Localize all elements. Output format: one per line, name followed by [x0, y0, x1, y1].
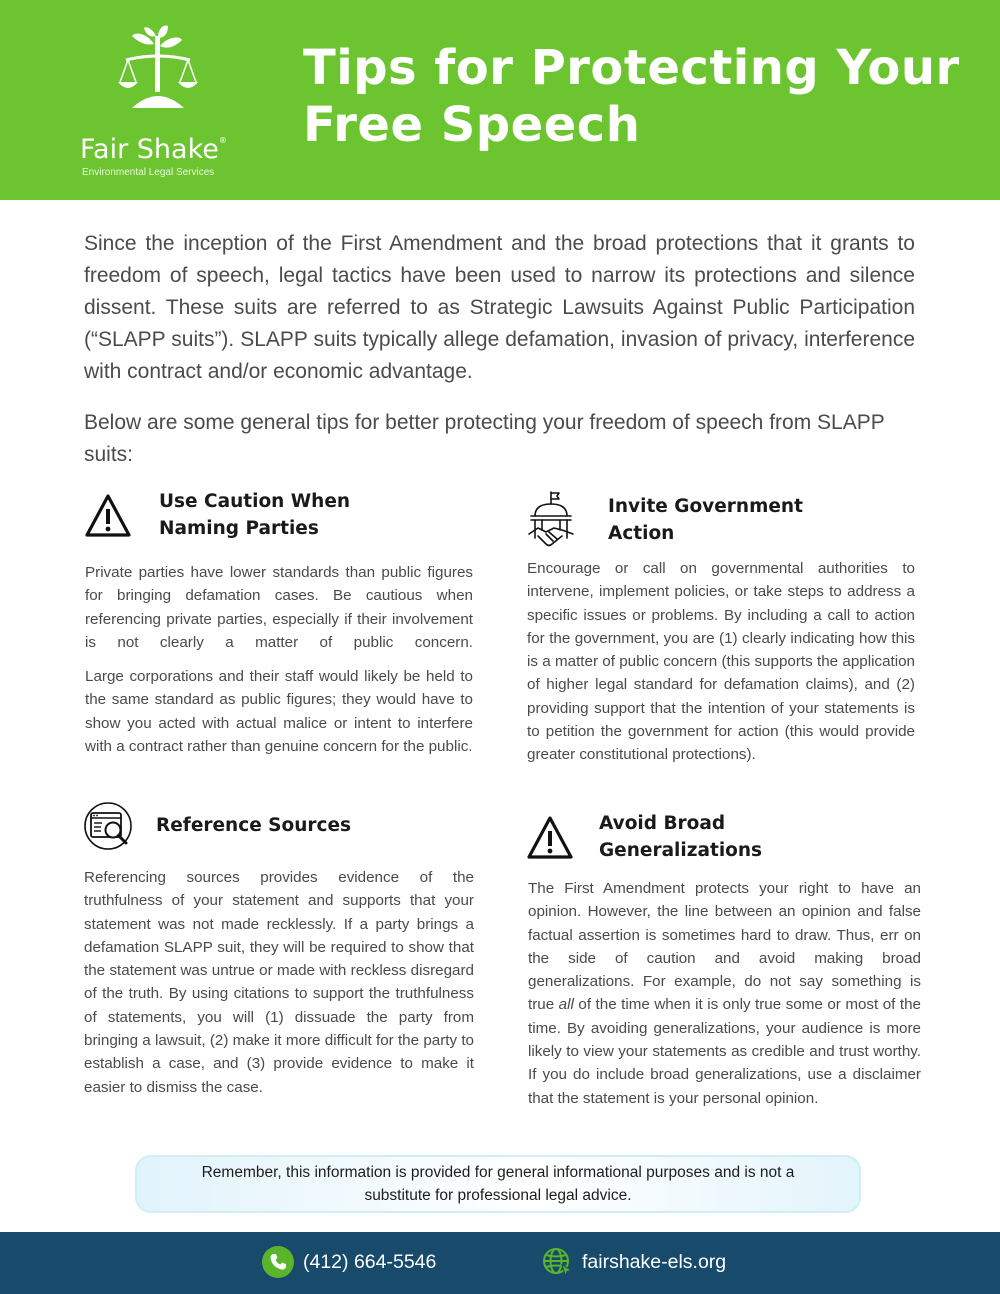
tip-naming-paragraph-1: Private parties have lower standards than public figures for bringing defamation cases. Be cautious when referencing private parties, especially if their involvement is not clearly a matter of public concern. — [85, 564, 473, 651]
title-line-2: Free Speech — [303, 97, 641, 153]
website-link[interactable]: fairshake-els.org — [582, 1250, 727, 1273]
lead-paragraph: Below are some general tips for better protecting your freedom of speech from SLAPP suits: — [84, 411, 885, 466]
scales-sprout-icon — [118, 22, 198, 122]
tip-title-naming-parties: Use Caution When Naming Parties — [159, 491, 351, 539]
globe-icon — [541, 1246, 573, 1278]
footer-phone[interactable] — [262, 1246, 436, 1278]
warning-icon — [526, 815, 574, 860]
government-handshake-icon — [526, 490, 576, 554]
tip-title-government-action: Invite Government Action — [608, 496, 803, 544]
footer-website[interactable] — [541, 1246, 726, 1278]
legal-disclaimer-text: Remember, this information is provided for general informational purposes and is not a substitute for professional legal advice. — [201, 1164, 795, 1204]
header-banner — [0, 0, 1000, 200]
phone-icon — [262, 1246, 294, 1278]
footer-bar — [0, 1232, 1000, 1294]
tip-title-avoid-generalizations: Avoid Broad Generalizations — [599, 813, 763, 861]
tip-sources-paragraph: Referencing sources provides evidence of the truthfulness of your statement and supports that your statement was not made recklessly. If a party brings a defamation SLAPP suit, they will be required to show that the statement was untrue or made with reckless disregard of the truth. By using citations to support the truthfulness of statements, you will (1) dissuade the party from bringing a lawsuit, (2) make it more difficult for the party to establish a case, and (3) provide evidence to make it easier to dismiss the case. — [84, 869, 474, 1096]
document-search-icon — [83, 801, 135, 851]
legal-disclaimer-box — [135, 1155, 861, 1213]
warning-icon — [84, 493, 132, 538]
intro-paragraph: Since the inception of the First Amendment and the broad protections that it grants to freedom of speech, legal tactics have been used to narrow its protections and silence dissent. These suits are referred to as Strategic Lawsuits Against Public Participation (“SLAPP suits”). SLAPP suits typically allege defamation, invasion of privacy, interference with contract and/or economic advantage. — [84, 232, 915, 383]
emphasis-all: all — [558, 996, 574, 1014]
tip-title-reference-sources: Reference Sources — [156, 815, 352, 836]
brand-tagline: Environmental Legal Services — [82, 167, 215, 178]
tip-generalizations-paragraph: The First Amendment protects your right to have an opinion. However, the line between an opinion and false factual assertion is sometimes hard to draw. Thus, err on the side of caution and avoid making broad generalizations. For example, do not say something is true all of the time when it is only true some or most of the time. By avoiding generalizations, your audience is more likely to view your statements as credible and trust worthy. If you do include broad generalizations, use a disclaimer that the statement is your personal opinion. — [528, 880, 922, 1107]
title-line-1: Tips for Protecting Your — [303, 40, 960, 96]
phone-number[interactable]: (412) 664-5546 — [303, 1250, 437, 1273]
page-title — [303, 40, 963, 154]
tip-government-paragraph: Encourage or call on governmental authorities to intervene, implement policies, or take steps to address a specific issues or problems. By including a call to action for the government, you are (1) clearly indicating how this is a matter of public concern (this supports the application of higher legal standard for defamation claims), and (2) providing support that the intention of your statements is to petition the government for action (this would provide greater constitutional protections). — [527, 560, 915, 764]
tip-naming-paragraph-2: Large corporations and their staff would likely be held to the same standard as public figures; they would have to show you acted with actual malice or intent to interfere with a contract rather than genuine concern for the public. — [85, 668, 473, 755]
brand-name: Fair Shake® — [80, 134, 227, 165]
